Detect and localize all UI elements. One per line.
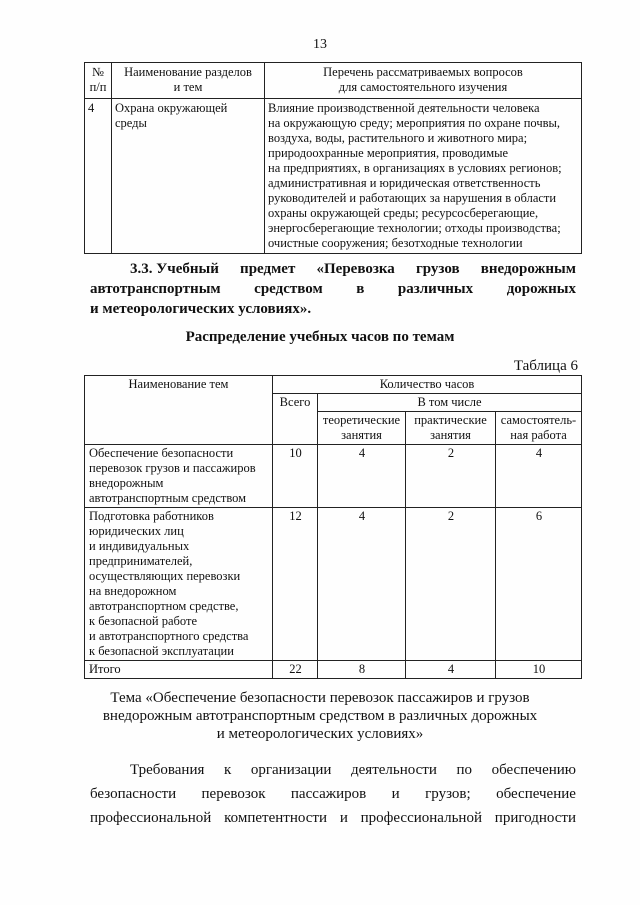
row-theme-line: осуществляющих перевозки [89,569,241,583]
body-word: Требования [130,762,205,778]
theme-title-line: и метеорологических условиях» [216,726,424,742]
row-theme-line: Обеспечение безопасности [89,446,234,460]
body-text-line [90,758,576,782]
row-theme-line: предпринимателей, [89,554,193,568]
table-row [85,445,582,508]
body-word: к [223,762,232,778]
header-including: В том числе [318,394,582,412]
topics-table-header [85,63,582,99]
page-number: 13 [313,37,327,52]
body-word: обеспечение [496,786,576,802]
row-theme-name [85,508,273,661]
body-word: профессиональной [90,810,212,826]
body-text-line [90,782,576,806]
header-total: Всего [273,394,318,445]
header-self [496,412,582,445]
row-questions-line: воздуха, воды, растительного и животного мира; [268,131,528,145]
hours-table [84,375,582,679]
header-hours: Количество часов [273,376,582,394]
header-theme-name: Наименование тем [85,376,273,445]
body-word: деятельности [351,762,437,778]
row-questions-line: очистные сооружения; безотходные технологии [268,236,523,250]
row-theory: 4 [318,508,406,661]
row-theme-line: внедорожным [89,476,164,490]
row-practice: 2 [406,508,496,661]
heading-word: «Перевозка [316,261,395,277]
row-theory: 4 [318,445,406,508]
header-practice-line: занятия [430,428,471,442]
row-theme-line: Подготовка работников [89,509,214,523]
row-self: 4 [496,445,582,508]
header-theory [318,412,406,445]
row-name [112,99,265,254]
heading-word: предмет [240,261,296,277]
body-word: пассажиров [290,786,367,802]
row-theme-line: автотранспортным средством [89,491,247,505]
row-total: 10 [273,445,318,508]
body-word: и [391,786,400,802]
row-num: 4 [85,99,112,254]
row-questions-line: на окружающую среду; мероприятия по охране почвы, [268,116,561,130]
row-theme-line: перевозок грузов и пассажиров [89,461,256,475]
header-theory-line: занятия [341,428,382,442]
header-practice-line: практические [414,413,487,427]
body-word: и [339,810,348,826]
total-practice: 4 [406,661,496,679]
heading-word: грузов [415,261,460,277]
header-num-line: № [92,65,104,79]
heading-word: различных [397,281,474,297]
header-theory-line: теоретические [322,413,401,427]
body-text [90,758,576,830]
row-name-line: среды [115,116,147,130]
section-heading-line: и метеорологических условиях». [90,301,312,317]
row-theme-line: автотранспортном средстве, [89,599,239,613]
theme-title-line: Тема «Обеспечение безопасности перевозок пассажиров и грузов [110,690,530,706]
body-word: организации [250,762,332,778]
row-total: 12 [273,508,318,661]
header-questions-line: Перечень рассматриваемых вопросов [323,65,523,79]
header-questions [265,63,582,99]
header-num [85,63,112,99]
body-word: обеспечению [491,762,576,778]
theme-title [0,689,640,743]
body-text-line [90,806,576,830]
row-theme-line: и автотранспортного средства [89,629,249,643]
heading-word: в [356,281,365,297]
row-questions-line: административная и юридическая ответственность [268,176,541,190]
table-label: Таблица 6 [513,358,578,374]
distribution-title: Распределение учебных часов по темам [185,329,455,345]
theme-title-line: внедорожным автотранспортным средством в различных дорожных [102,708,538,724]
row-questions [265,99,582,254]
body-word: грузов; [425,786,471,802]
table-row [85,99,582,254]
heading-word: 3.3. Учебный [130,261,219,277]
header-self-line: самостоятель- [500,413,577,427]
row-theme-line: на внедорожном [89,584,177,598]
heading-word: средством [254,281,323,297]
total-label: Итого [85,661,273,679]
total-self: 10 [496,661,582,679]
row-theme-line: и индивидуальных [89,539,190,553]
table-row [85,508,582,661]
row-name-line: Охрана окружающей [115,101,228,115]
total-row [85,661,582,679]
section-heading-line [90,259,576,279]
header-name [112,63,265,99]
header-practice [406,412,496,445]
total-total: 22 [273,661,318,679]
section-heading [90,259,576,319]
header-questions-line: для самостоятельного изучения [338,80,508,94]
topics-table [84,62,582,254]
row-questions-line: на предприятиях, в организациях в условиях регионов; [268,161,562,175]
row-theme-name [85,445,273,508]
header-self-line: ная работа [510,428,567,442]
header-name-line: Наименование разделов [124,65,252,79]
row-practice: 2 [406,445,496,508]
body-word: безопасности [90,786,177,802]
total-theory: 8 [318,661,406,679]
row-questions-line: энергосберегающие технологии; отходы производства; [268,221,561,235]
body-word: по [456,762,472,778]
row-theme-line: к безопасной работе [89,614,198,628]
row-self: 6 [496,508,582,661]
row-questions-line: природоохранные мероприятия, проводимые [268,146,509,160]
section-heading-line [90,279,576,299]
heading-word: автотранспортным [90,281,221,297]
row-questions-line: руководителей и работающих за нарушения в области [268,191,557,205]
header-name-line: и тем [173,80,203,94]
header-num-line: п/п [89,80,107,94]
body-word: перевозок [201,786,266,802]
row-questions-line: охраны окружающей среды; ресурсосберегающие, [268,206,539,220]
body-word: профессиональной [360,810,482,826]
heading-word: дорожных [506,281,576,297]
row-theme-line: к безопасной эксплуатации [89,644,234,658]
row-questions-line: Влияние производственной деятельности человека [268,101,540,115]
hours-header-row-1 [85,376,582,394]
body-word: компетентности [224,810,327,826]
body-word: пригодности [494,810,576,826]
heading-word: внедорожным [480,261,576,277]
row-theme-line: юридических лиц [89,524,184,538]
